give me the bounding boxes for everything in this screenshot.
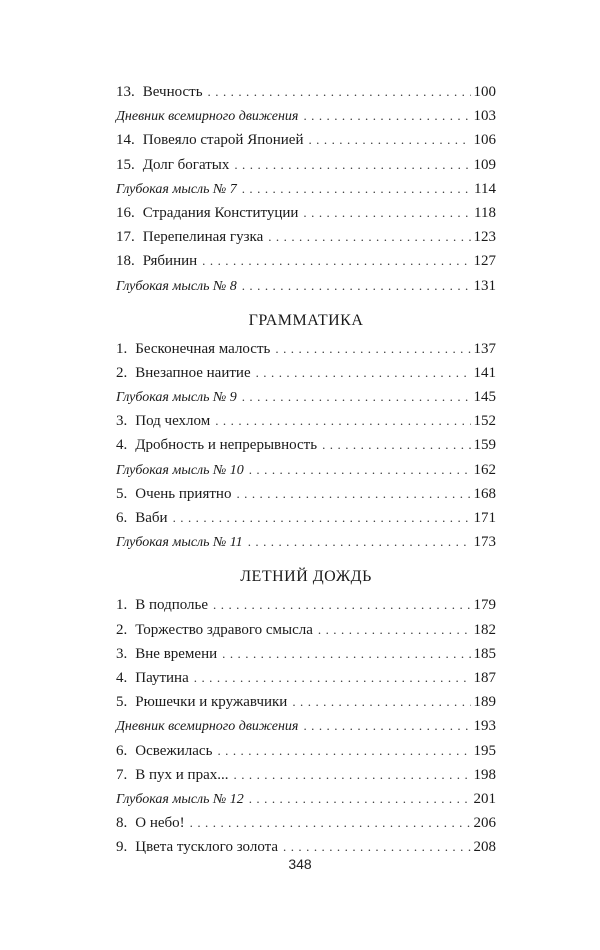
entry-page: 141 bbox=[473, 364, 496, 381]
entry-number: 6. bbox=[116, 742, 128, 759]
toc-entry bbox=[116, 337, 496, 361]
section-heading: ГРАММАТИКА bbox=[248, 311, 364, 329]
entry-page: 103 bbox=[473, 108, 496, 125]
dot-leader bbox=[268, 225, 470, 249]
toc-section bbox=[116, 565, 496, 859]
entry-title: Дневник всемирного движения bbox=[116, 109, 299, 125]
toc-entry bbox=[116, 593, 496, 617]
toc-entry bbox=[116, 690, 496, 714]
entry-title: Дневник всемирного движения bbox=[116, 719, 299, 735]
entry-number: 6. bbox=[116, 510, 128, 526]
entry-title: Глубокая мысль № 8 bbox=[116, 278, 237, 294]
toc-entry bbox=[116, 177, 496, 201]
dot-leader bbox=[249, 787, 471, 811]
toc-entry bbox=[116, 153, 496, 177]
dot-leader bbox=[292, 690, 470, 714]
dot-leader bbox=[275, 337, 470, 361]
entry-title: Перепелиная гузка bbox=[142, 229, 264, 246]
entry-title: Бесконечная малость bbox=[135, 340, 271, 357]
entry-page: 145 bbox=[473, 389, 496, 406]
entry-title: Долг богатых bbox=[142, 156, 230, 173]
entry-page: 131 bbox=[473, 277, 496, 294]
entry-number: 1. bbox=[116, 597, 128, 614]
entry-page: 208 bbox=[473, 839, 496, 856]
entry-page: 189 bbox=[473, 694, 496, 711]
entry-title: Очень приятно bbox=[135, 485, 232, 502]
toc-section bbox=[116, 309, 496, 555]
entry-title: Торжество здравого смысла bbox=[135, 621, 313, 638]
entry-number: 18. bbox=[116, 253, 135, 270]
entry-title: Освежилась bbox=[135, 742, 213, 759]
dot-leader bbox=[208, 80, 471, 104]
entry-page: 162 bbox=[473, 461, 496, 478]
page-number: 348 bbox=[288, 856, 312, 872]
entry-page: 100 bbox=[473, 84, 496, 100]
entry-number: 2. bbox=[116, 621, 128, 638]
entry-page: 179 bbox=[473, 597, 496, 614]
dot-leader bbox=[303, 104, 470, 128]
entry-number: 2. bbox=[116, 364, 128, 381]
dot-leader bbox=[318, 618, 471, 642]
toc-entry bbox=[116, 811, 496, 835]
entry-page: 193 bbox=[473, 718, 496, 735]
toc-entry bbox=[116, 714, 496, 738]
toc-entry bbox=[116, 274, 496, 298]
entry-page: 195 bbox=[473, 742, 496, 759]
toc-section bbox=[116, 80, 496, 298]
entry-title: Повеяло старой Японией bbox=[142, 132, 304, 149]
dot-leader bbox=[249, 458, 471, 482]
dot-leader bbox=[190, 811, 471, 835]
entry-page: 114 bbox=[474, 180, 496, 197]
entry-page: 168 bbox=[473, 485, 496, 502]
entry-number: 1. bbox=[116, 340, 128, 357]
entry-page: 159 bbox=[473, 437, 496, 454]
entry-number: 5. bbox=[116, 694, 128, 711]
entry-title: Рюшечки и кружавчики bbox=[135, 694, 288, 711]
dot-leader bbox=[213, 593, 470, 617]
dot-leader bbox=[215, 409, 470, 433]
dot-leader bbox=[242, 177, 471, 201]
toc-entry bbox=[116, 433, 496, 457]
toc-entry bbox=[116, 409, 496, 433]
toc-entry bbox=[116, 128, 496, 152]
dot-leader bbox=[256, 361, 471, 385]
dot-leader bbox=[234, 763, 471, 787]
entry-page: 201 bbox=[473, 790, 496, 807]
dot-leader bbox=[303, 714, 470, 738]
table-of-contents bbox=[116, 80, 496, 859]
toc-entry bbox=[116, 104, 496, 128]
entry-page: 187 bbox=[473, 669, 496, 686]
toc-entry bbox=[116, 361, 496, 385]
dot-leader bbox=[217, 739, 470, 763]
entry-number: 4. bbox=[116, 437, 128, 454]
toc-entry bbox=[116, 530, 496, 554]
entry-title: Цвета тусклого золота bbox=[135, 839, 279, 856]
entry-number: 14. bbox=[116, 132, 135, 149]
entry-title: Под чехлом bbox=[135, 413, 211, 430]
entry-number: 15. bbox=[116, 156, 135, 173]
entry-title: В пух и прах... bbox=[135, 766, 229, 783]
dot-leader bbox=[202, 249, 470, 273]
dot-leader bbox=[308, 128, 470, 152]
dot-leader bbox=[222, 642, 470, 666]
entry-page: 106 bbox=[473, 132, 496, 149]
entry-page: 185 bbox=[473, 645, 496, 662]
toc-entry bbox=[116, 385, 496, 409]
entry-number: 8. bbox=[116, 815, 128, 832]
entry-number: 17. bbox=[116, 229, 135, 246]
entry-page: 152 bbox=[473, 413, 496, 430]
entry-title: Вне времени bbox=[135, 645, 218, 662]
dot-leader bbox=[173, 506, 471, 530]
dot-leader bbox=[322, 433, 470, 457]
entry-title: Глубокая мысль № 11 bbox=[116, 535, 243, 551]
dot-leader bbox=[303, 201, 471, 225]
entry-title: Вечность bbox=[142, 84, 203, 100]
entry-title: Глубокая мысль № 10 bbox=[116, 462, 244, 478]
entry-page: 198 bbox=[473, 766, 496, 783]
entry-title: Рябинин bbox=[142, 253, 198, 270]
toc-entry bbox=[116, 80, 496, 104]
dot-leader bbox=[236, 482, 470, 506]
section-heading: ЛЕТНИЙ ДОЖДЬ bbox=[240, 568, 372, 586]
entry-title: Глубокая мысль № 9 bbox=[116, 390, 237, 406]
entry-page: 137 bbox=[473, 340, 496, 357]
toc-entry bbox=[116, 763, 496, 787]
dot-leader bbox=[194, 666, 471, 690]
entry-title: Паутина bbox=[135, 669, 189, 686]
toc-entry bbox=[116, 225, 496, 249]
toc-entry bbox=[116, 249, 496, 273]
toc-entry bbox=[116, 506, 496, 530]
entry-title: Внезапное наитие bbox=[135, 364, 251, 381]
entry-title: О небо! bbox=[135, 815, 185, 832]
entry-page: 173 bbox=[473, 534, 496, 551]
entry-title: Дробность и непрерывность bbox=[135, 437, 318, 454]
toc-entry bbox=[116, 458, 496, 482]
entry-page: 206 bbox=[473, 815, 496, 832]
entry-number: 3. bbox=[116, 645, 128, 662]
entry-number: 7. bbox=[116, 766, 128, 783]
entry-number: 5. bbox=[116, 485, 128, 502]
entry-page: 123 bbox=[473, 229, 496, 246]
entry-title: Страдания Конституции bbox=[142, 204, 299, 221]
toc-entry bbox=[116, 201, 496, 225]
entry-page: 109 bbox=[473, 156, 496, 173]
toc-entry bbox=[116, 642, 496, 666]
toc-entry bbox=[116, 666, 496, 690]
entry-number: 13. bbox=[116, 84, 135, 100]
toc-entry bbox=[116, 739, 496, 763]
toc-entry bbox=[116, 787, 496, 811]
toc-entry bbox=[116, 618, 496, 642]
entry-page: 171 bbox=[473, 510, 496, 526]
toc-entry bbox=[116, 482, 496, 506]
entry-number: 4. bbox=[116, 669, 128, 686]
dot-leader bbox=[242, 274, 471, 298]
entry-title: Глубокая мысль № 12 bbox=[116, 791, 244, 807]
entry-number: 9. bbox=[116, 839, 128, 856]
entry-number: 3. bbox=[116, 413, 128, 430]
entry-page: 127 bbox=[473, 253, 496, 270]
dot-leader bbox=[242, 385, 471, 409]
entry-title: Глубокая мысль № 7 bbox=[116, 181, 237, 197]
entry-title: В подполье bbox=[135, 597, 209, 614]
entry-number: 16. bbox=[116, 204, 135, 221]
entry-page: 118 bbox=[474, 204, 496, 221]
entry-page: 182 bbox=[473, 621, 496, 638]
dot-leader bbox=[248, 530, 471, 554]
entry-title: Ваби bbox=[135, 510, 168, 526]
dot-leader bbox=[234, 153, 470, 177]
